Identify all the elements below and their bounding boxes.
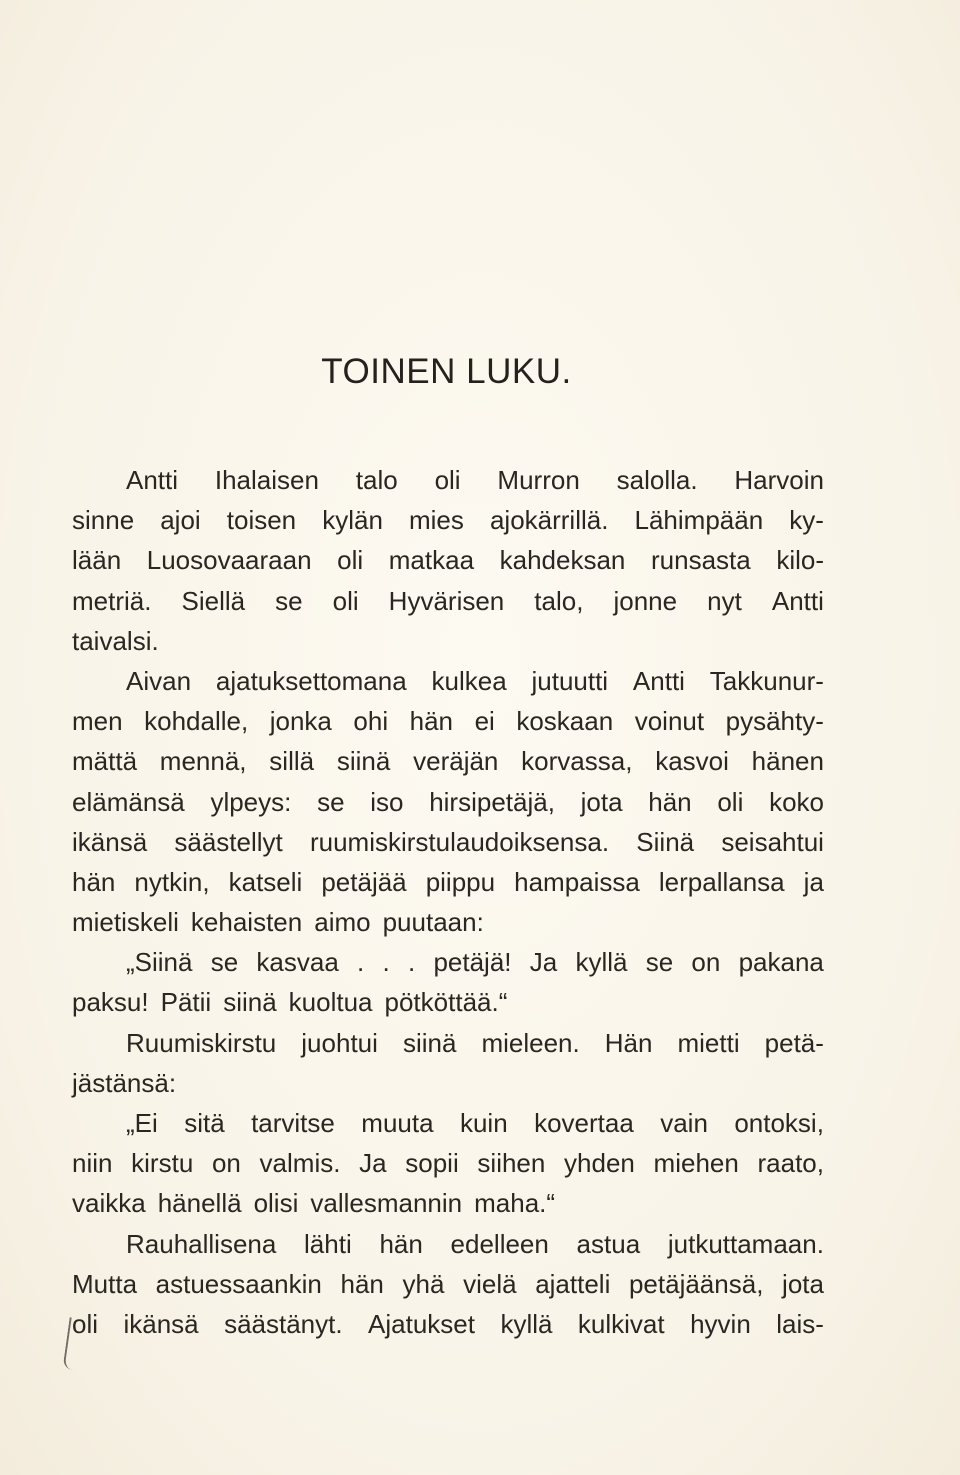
text-line: lään Luosovaaraan oli matkaa kahdeksan runsasta kilo- (72, 545, 824, 576)
text-line: vaikka hänellä olisi vallesmannin maha.“ (72, 1188, 556, 1219)
text-line: metriä. Siellä se oli Hyvärisen talo, jonne nyt Antti (72, 585, 824, 616)
text-line: „Siinä se kasvaa . . . petäjä! Ja kyllä se on pakana (126, 947, 824, 978)
text-line: elämänsä ylpeys: se iso hirsipetäjä, jota hän oli koko (72, 786, 824, 817)
text-line: hän nytkin, katseli petäjää piippu hampaissa lerpallansa ja (72, 866, 824, 897)
text-line: Rauhallisena lähti hän edelleen astua jutkuttamaan. (126, 1228, 824, 1259)
chapter-title: TOINEN LUKU. (321, 352, 572, 391)
text-line: paksu! Pätii siinä kuoltua pötköttää.“ (72, 987, 508, 1018)
text-line: mietiskeli kehaisten aimo puutaan: (72, 907, 484, 938)
text-line: Mutta astuessaankin hän yhä vielä ajatteli petäjäänsä, jota (72, 1268, 824, 1299)
text-line: mättä mennä, sillä siinä veräjän korvassa, kasvoi hänen (72, 746, 824, 777)
margin-mark (62, 1317, 85, 1371)
text-line: men kohdalle, jonka ohi hän ei koskaan voinut pysähty- (72, 706, 824, 737)
text-line: sinne ajoi toisen kylän mies ajokärrillä. Lähimpään ky- (72, 505, 824, 536)
text-line: niin kirstu on valmis. Ja sopii siihen yhden miehen raato, (72, 1148, 824, 1179)
text-line: Ruumiskirstu juohtui siinä mieleen. Hän mietti petä- (126, 1027, 824, 1058)
body-text (72, 460, 824, 1344)
text-line: ikänsä säästellyt ruumiskirstulaudoiksensa. Siinä seisahtui (72, 826, 824, 857)
text-line: jästänsä: (72, 1067, 177, 1098)
text-line: taivalsi. (72, 625, 159, 656)
text-line: Aivan ajatuksettomana kulkea jutuutti Antti Takkunur- (126, 665, 824, 696)
text-line: „Ei sitä tarvitse muuta kuin kovertaa vain ontoksi, (126, 1108, 824, 1138)
text-line: Antti Ihalaisen talo oli Murron salolla. Harvoin (126, 465, 824, 495)
text-line: oli ikänsä säästänyt. Ajatukset kyllä kulkivat hyvin lais- (72, 1308, 824, 1339)
